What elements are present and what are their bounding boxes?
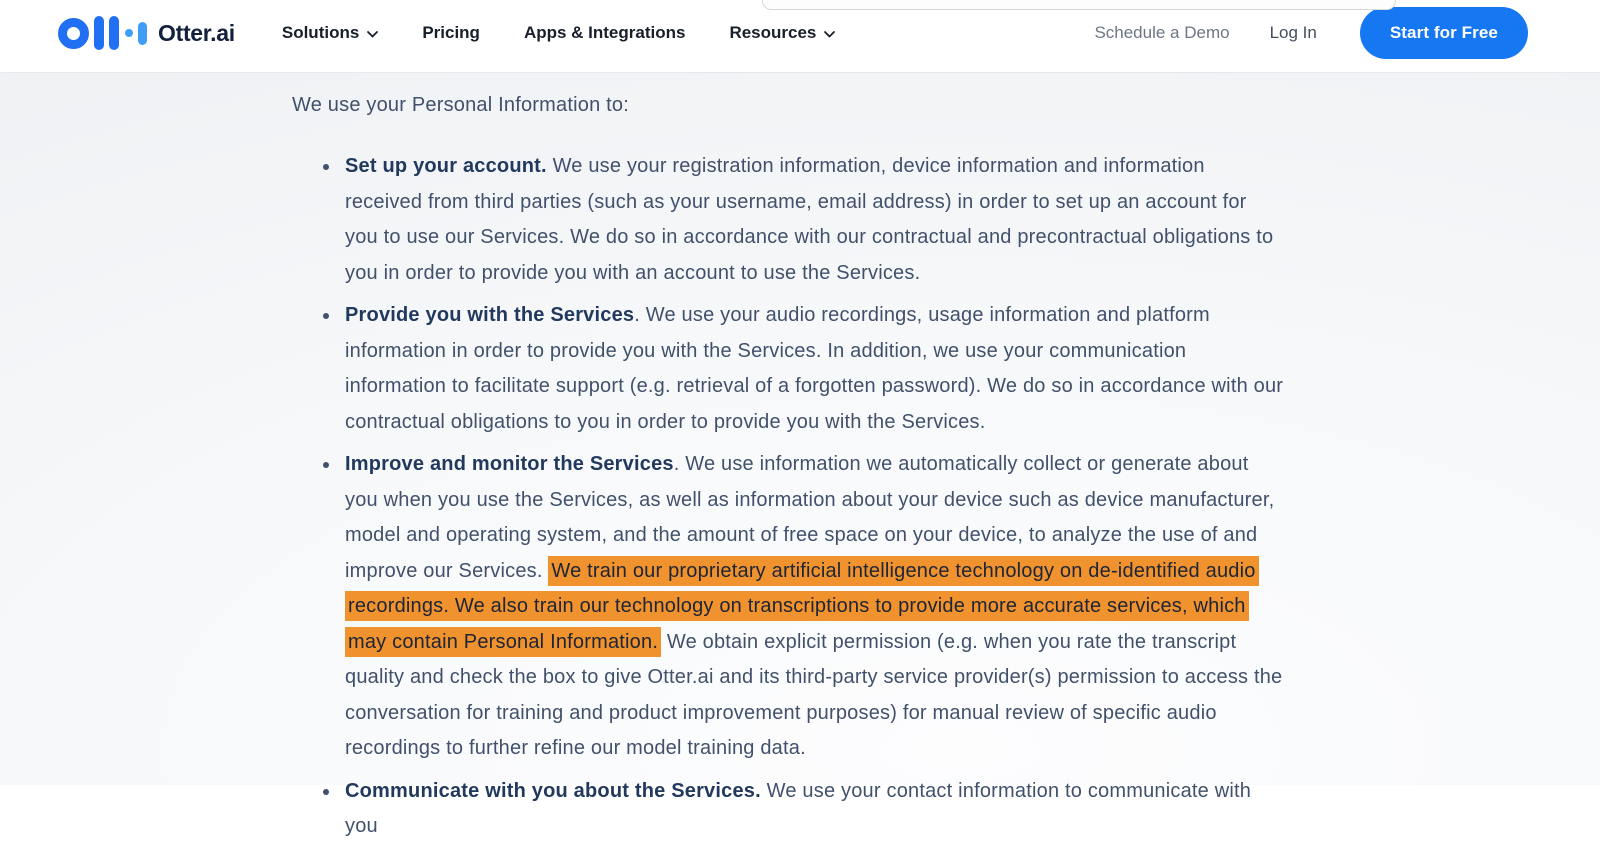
- nav-item-label: Solutions: [281, 23, 360, 42]
- list-item-body: We use your registration information, device information and information received from third parties (such as your username, email address) in order to set up an account for you to use our Services. We do so in accordance with our contractual and precontractual obligations to you in order to provide you with an account to use the Services.: [345, 155, 1274, 284]
- list-item-text: [345, 447, 1284, 767]
- brand-name: Otter.ai: [158, 19, 235, 46]
- cutoff-top-element: [762, 0, 1396, 10]
- list-item-lead: Provide you with the Services: [345, 304, 635, 326]
- list-item-lead: Communicate with you about the Services.: [345, 779, 761, 802]
- list-item-text: [345, 298, 1284, 440]
- list-item-lead: Improve and monitor the Services: [345, 453, 674, 475]
- nav-item-label: Apps & Integrations: [523, 23, 686, 42]
- bullet-dot: [323, 164, 329, 170]
- logo-dot-shape: [125, 29, 133, 37]
- brand-logo-link[interactable]: [58, 13, 235, 53]
- list-item-body: . We use information we automatically collect or generate about you when you use the Services, as well as information about your device such as device manufacturer, model and operating system, and the amount of free space on your device, to analyze the use of and improve our Services.: [345, 453, 1275, 582]
- nav-left-group: [58, 13, 879, 53]
- list-item-body: We use your contact information to communicate with you: [345, 779, 1252, 837]
- list-item-text: [345, 149, 1284, 291]
- logo-bar-shape: [109, 16, 119, 50]
- nav-item-pricing[interactable]: [422, 23, 480, 43]
- logo-short-bar-shape: [138, 22, 147, 45]
- nav-item-label: Resources: [729, 23, 817, 42]
- list-item-provide-services: [292, 298, 1284, 440]
- nav-item-label: Pricing: [422, 23, 480, 42]
- primary-nav-links: [282, 23, 880, 43]
- bullet-dot: [323, 462, 329, 468]
- bullet-dot: [323, 313, 329, 319]
- logo-bar-shape: [94, 16, 104, 50]
- list-item-clipped: [292, 774, 1284, 845]
- chevron-down-icon: [367, 31, 378, 38]
- policy-list: [292, 149, 1284, 845]
- login-link[interactable]: Log In: [1269, 23, 1317, 42]
- nav-item-resources[interactable]: [729, 23, 835, 43]
- nav-right-group: [1094, 7, 1528, 59]
- list-item-set-up-account: [292, 149, 1284, 291]
- list-item-improve-monitor: [292, 447, 1284, 767]
- nav-item-apps-integrations[interactable]: [524, 23, 686, 43]
- top-nav: [0, 0, 1600, 72]
- list-item-body: . We use your audio recordings, usage information and platform information in order to provide you with the Services. In addition, we use your communication information to facilitate support (e.g. retrieval of a forgotten password). We do so in accordance with our contractual obligations to you in order to provide you with the Services.: [345, 304, 1284, 433]
- list-item-body: We obtain explicit permission (e.g. when you rate the transcript quality and check the box to give Otter.ai and its third-party service provider(s) permission to access the conversation for training and product improvement purposes) for manual review of specific audio recordings to further refine our model training data.: [345, 630, 1283, 759]
- list-item-text: [345, 774, 1284, 845]
- otter-logo-icon: [58, 13, 147, 53]
- start-for-free-button[interactable]: Start for Free: [1360, 7, 1528, 59]
- chevron-down-icon: [824, 31, 835, 38]
- schedule-demo-link[interactable]: Schedule a Demo: [1094, 23, 1230, 42]
- intro-line: We use your Personal Information to:: [292, 94, 629, 116]
- logo-ring-shape: [58, 18, 89, 49]
- highlighted-text: We train our proprietary artificial intelligence technology on de-identified audio recordings. We also train our technology on transcriptions to provide more accurate services, which may contain Personal Information.: [345, 556, 1259, 657]
- list-item-lead: Set up your account.: [345, 155, 547, 177]
- privacy-policy-content: [0, 72, 1600, 837]
- bullet-dot: [323, 789, 329, 795]
- nav-item-solutions[interactable]: [282, 23, 378, 43]
